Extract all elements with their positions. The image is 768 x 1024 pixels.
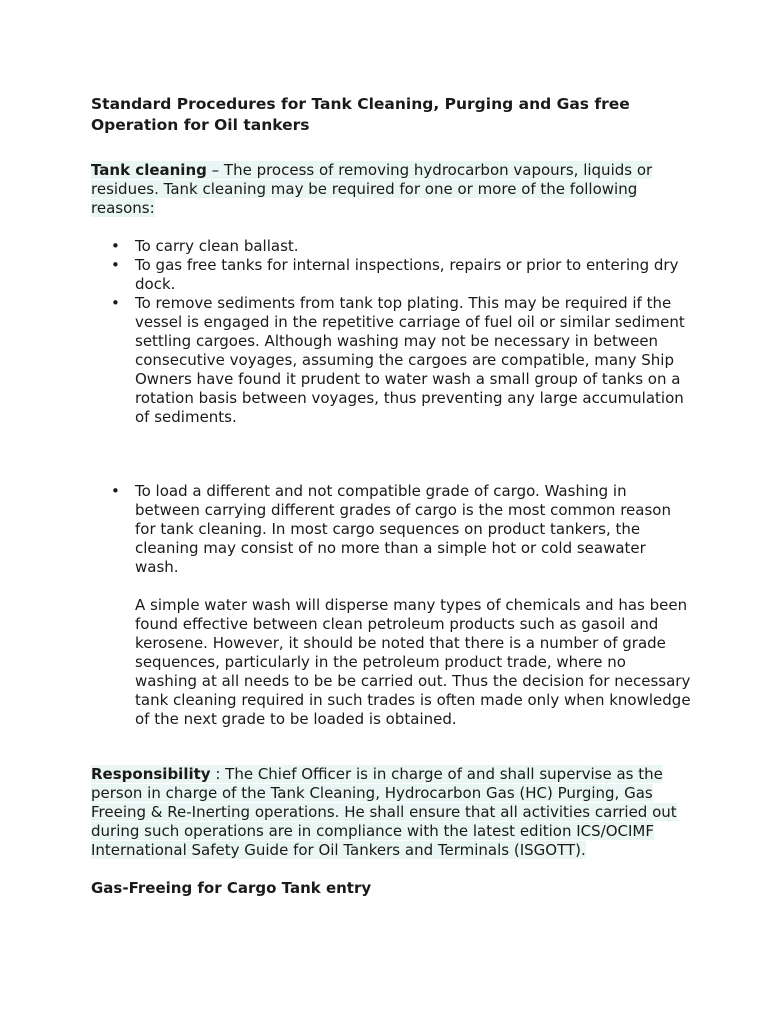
gas-freeing-heading: Gas-Freeing for Cargo Tank entry [91,879,372,897]
reasons-list-continued [91,482,691,577]
list-item [91,237,691,256]
list-item [91,294,691,427]
document-page [91,94,691,898]
list-item-text: To carry clean ballast. [135,237,299,255]
tank-cleaning-term: Tank cleaning [91,161,207,179]
responsibility-text: : The Chief Officer is in charge of and shall supervise as the person in charge of the Tank Cleaning, Hydrocarbon Gas (HC) Purging, Gas Freeing & Re-Inerting operations. He shall ensure that all activities carried out during such operations are in compliance with the latest edition ICS/OCIMF International Safety Guide for Oil Tankers and Terminals (ISGOTT). [91,765,677,859]
list-item [91,482,691,577]
list-item-text: To remove sediments from tank top plating. This may be required if the vessel is engaged in the repetitive carriage of fuel oil or similar sediment settling cargoes. Although washing may not be necessary in between consecutive voyages, assuming the cargoes are compatible, many Ship Owners have found it prudent to water wash a small group of tanks on a rotation basis between voyages, thus preventing any large accumulation of sediments. [135,294,685,426]
list-item-text: To gas free tanks for internal inspections, repairs or prior to entering dry dock. [135,256,679,293]
document-title: Standard Procedures for Tank Cleaning, Purging and Gas free Operation for Oil tankers [91,95,630,134]
reasons-list [91,237,691,427]
tank-cleaning-definition: – The process of removing hydrocarbon vapours, liquids or residues. Tank cleaning may be required for one or more of the following reasons: [91,161,653,217]
list-item-text: To load a different and not compatible grade of cargo. Washing in between carrying different grades of cargo is the most common reason for tank cleaning. In most cargo sequences on product tankers, the cleaning may consist of no more than a simple hot or cold seawater wash. [135,482,671,576]
water-wash-paragraph: A simple water wash will disperse many types of chemicals and has been found effective between clean petroleum products such as gasoil and kerosene. However, it should be noted that there is a number of grade sequences, particularly in the petroleum product trade, where no washing at all needs to be be carried out. Thus the decision for necessary tank cleaning required in such trades is often made only when knowledge of the next grade to be loaded is obtained. [135,596,691,728]
responsibility-term: Responsibility [91,765,211,783]
list-item [91,256,691,294]
tank-cleaning-paragraph [91,161,691,218]
responsibility-paragraph [91,765,691,860]
